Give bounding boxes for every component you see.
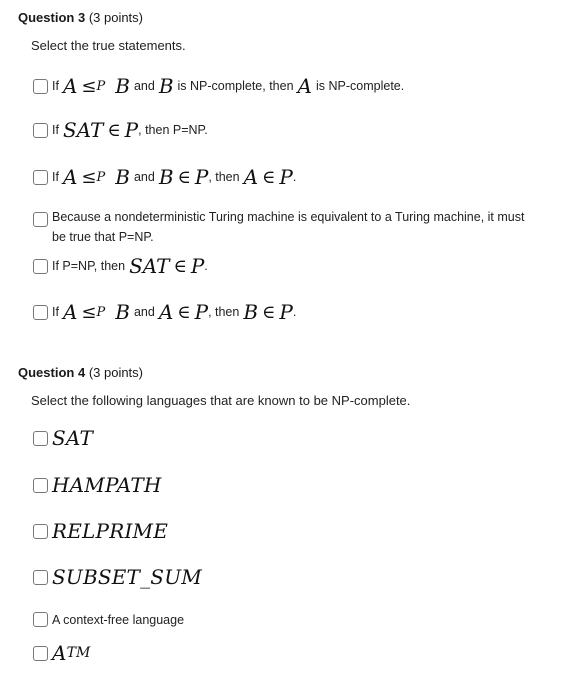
question-4-header: [18, 365, 143, 380]
question-4-prompt: Select the following languages that are known to be NP-complete.: [31, 393, 411, 408]
q3-option-4-text: Because a nondeterministic Turing machine is equivalent to a Turing machine, it must be true that P=NP.: [52, 210, 525, 244]
q4-option-2-checkbox[interactable]: [33, 478, 48, 493]
q3-option-5-checkbox[interactable]: [33, 259, 48, 274]
q3-option-6-checkbox[interactable]: [33, 305, 48, 320]
q4-option-5-checkbox[interactable]: [33, 612, 48, 627]
q4-option-4[interactable]: SUBSET_SUM: [33, 565, 202, 589]
q3-option-3-checkbox[interactable]: [33, 170, 48, 185]
q4-option-1-checkbox[interactable]: [33, 431, 48, 446]
q3-option-2[interactable]: If SAT ∈ P , then P=NP.: [33, 118, 208, 142]
q4-option-3[interactable]: RELPRIME: [33, 519, 168, 543]
q4-option-6-checkbox[interactable]: [33, 646, 48, 661]
q3-option-4-checkbox[interactable]: [33, 212, 48, 227]
q4-option-2[interactable]: HAMPATH: [33, 473, 162, 497]
q4-option-5-text: A context-free language: [52, 612, 185, 627]
q3-option-6[interactable]: If A ≤ P B and A ∈ P , then B ∈ P .: [33, 300, 296, 324]
q4-option-3-checkbox[interactable]: [33, 524, 48, 539]
q3-option-4[interactable]: [33, 207, 527, 247]
q4-option-5[interactable]: [33, 612, 184, 627]
question-3-title: Question 3: [18, 10, 86, 25]
q4-option-1[interactable]: SAT: [33, 426, 93, 450]
q3-option-3[interactable]: If A ≤ P B and B ∈ P , then A ∈ P .: [33, 165, 296, 189]
q3-option-5[interactable]: If P=NP, then SAT ∈ P .: [33, 254, 208, 278]
question-4-title: Question 4: [18, 365, 86, 380]
q3-option-1[interactable]: If A ≤ P B and B is NP-complete, then A is NP-complete.: [33, 74, 404, 98]
question-4-points: (3 points): [88, 365, 144, 380]
q4-option-6[interactable]: A TM: [33, 641, 90, 665]
question-3-points: (3 points): [88, 10, 144, 25]
question-3-header: [18, 10, 143, 25]
q3-option-1-checkbox[interactable]: [33, 79, 48, 94]
question-3-prompt: Select the true statements.: [31, 38, 186, 53]
q3-option-2-checkbox[interactable]: [33, 123, 48, 138]
q4-option-4-checkbox[interactable]: [33, 570, 48, 585]
